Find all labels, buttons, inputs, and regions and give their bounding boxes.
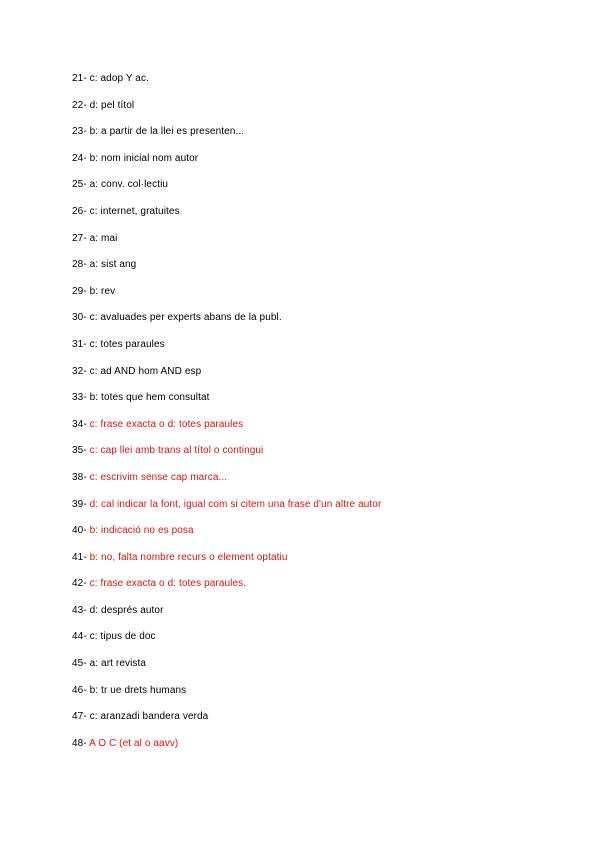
answer-number: 41- xyxy=(72,551,87,563)
answer-text: b: rev xyxy=(86,285,116,297)
answer-number: 25- xyxy=(72,179,87,191)
answer-line xyxy=(72,178,381,205)
answer-text: d: pel títol xyxy=(86,99,135,111)
answer-line xyxy=(72,604,381,631)
answer-text: c: frase exacta o d: totes paraules. xyxy=(86,578,247,590)
answer-line xyxy=(72,205,381,232)
answer-text: c: escrivim sense cap marca... xyxy=(86,471,228,483)
answer-line xyxy=(72,710,381,737)
answer-number: 27- xyxy=(72,232,87,244)
answer-text: c: internet, gratuites xyxy=(86,205,180,217)
answer-number: 26- xyxy=(72,205,87,217)
answer-line xyxy=(72,99,381,126)
answer-text: b: totes que hem consultat xyxy=(86,392,210,404)
answer-text: c: ad AND hom AND esp xyxy=(86,365,202,377)
answer-line-highlighted xyxy=(72,737,381,764)
answer-text: a: sist ang xyxy=(86,259,137,271)
answer-text: A O C (et al o aavv) xyxy=(86,737,179,749)
answer-line xyxy=(72,152,381,179)
answer-line xyxy=(72,125,381,152)
answer-text: b: indicació no es posa xyxy=(86,525,194,537)
answer-text: b: tr ue drets humans xyxy=(86,684,187,696)
answer-line-highlighted xyxy=(72,418,381,445)
answer-text: a: art revista xyxy=(86,658,147,670)
answer-number: 21- xyxy=(72,73,87,84)
answer-number: 32- xyxy=(72,365,87,377)
answer-line xyxy=(72,657,381,684)
answer-line xyxy=(72,684,381,711)
answer-line xyxy=(72,365,381,392)
answer-number: 46- xyxy=(72,684,87,696)
answer-number: 34- xyxy=(72,418,87,430)
answer-text: a: mai xyxy=(86,232,118,244)
answer-line xyxy=(72,630,381,657)
answer-number: 23- xyxy=(72,126,87,138)
answer-number: 45- xyxy=(72,658,87,670)
answer-text: c: cap llei amb trans al títol o contingui xyxy=(86,445,264,457)
answer-line xyxy=(72,391,381,418)
answer-text: b: a partir de la llei es presenten... xyxy=(86,126,245,138)
answer-number: 24- xyxy=(72,152,87,164)
answer-text: c: totes paraules xyxy=(86,338,165,350)
answer-number: 22- xyxy=(72,99,87,111)
answer-line-highlighted xyxy=(72,498,381,525)
answer-number: 40- xyxy=(72,525,87,537)
answer-line xyxy=(72,72,381,99)
answer-text: d: cal indicar la font, igual com si citem una frase d'un altre autor xyxy=(86,498,382,510)
answer-text: a: conv. col·lectiu xyxy=(86,179,169,191)
answer-number: 48- xyxy=(72,737,87,749)
answer-line-highlighted xyxy=(72,551,381,578)
answer-line xyxy=(72,311,381,338)
answer-text: b: nom inicial nom autor xyxy=(86,152,199,164)
answer-line xyxy=(72,258,381,285)
answer-number: 33- xyxy=(72,392,87,404)
answer-number: 30- xyxy=(72,312,87,324)
answer-number: 38- xyxy=(72,471,87,483)
answer-text: c: frase exacta o d: totes paraules xyxy=(86,418,244,430)
answer-line xyxy=(72,232,381,259)
answer-line-highlighted xyxy=(72,444,381,471)
answer-text: c: adop Y ac. xyxy=(86,73,149,84)
answer-text: c: avaluades per experts abans de la publ. xyxy=(86,312,282,324)
answer-number: 47- xyxy=(72,711,87,723)
answer-number: 31- xyxy=(72,338,87,350)
answer-number: 43- xyxy=(72,604,87,616)
answer-number: 28- xyxy=(72,259,87,271)
answer-list xyxy=(72,72,381,763)
answer-number: 29- xyxy=(72,285,87,297)
answer-number: 44- xyxy=(72,631,87,643)
answer-text: b: no, falta nombre recurs o element optatiu xyxy=(86,551,288,563)
answer-line-highlighted xyxy=(72,524,381,551)
answer-line-highlighted xyxy=(72,471,381,498)
answer-text: d: després autor xyxy=(86,604,164,616)
answer-text: c: aranzadi bandera verda xyxy=(86,711,209,723)
answer-line xyxy=(72,285,381,312)
answer-number: 42- xyxy=(72,578,87,590)
answer-text: c: tipus de doc xyxy=(86,631,156,643)
answer-number: 35- xyxy=(72,445,87,457)
answer-number: 39- xyxy=(72,498,87,510)
answer-line xyxy=(72,338,381,365)
answer-line-highlighted xyxy=(72,577,381,604)
